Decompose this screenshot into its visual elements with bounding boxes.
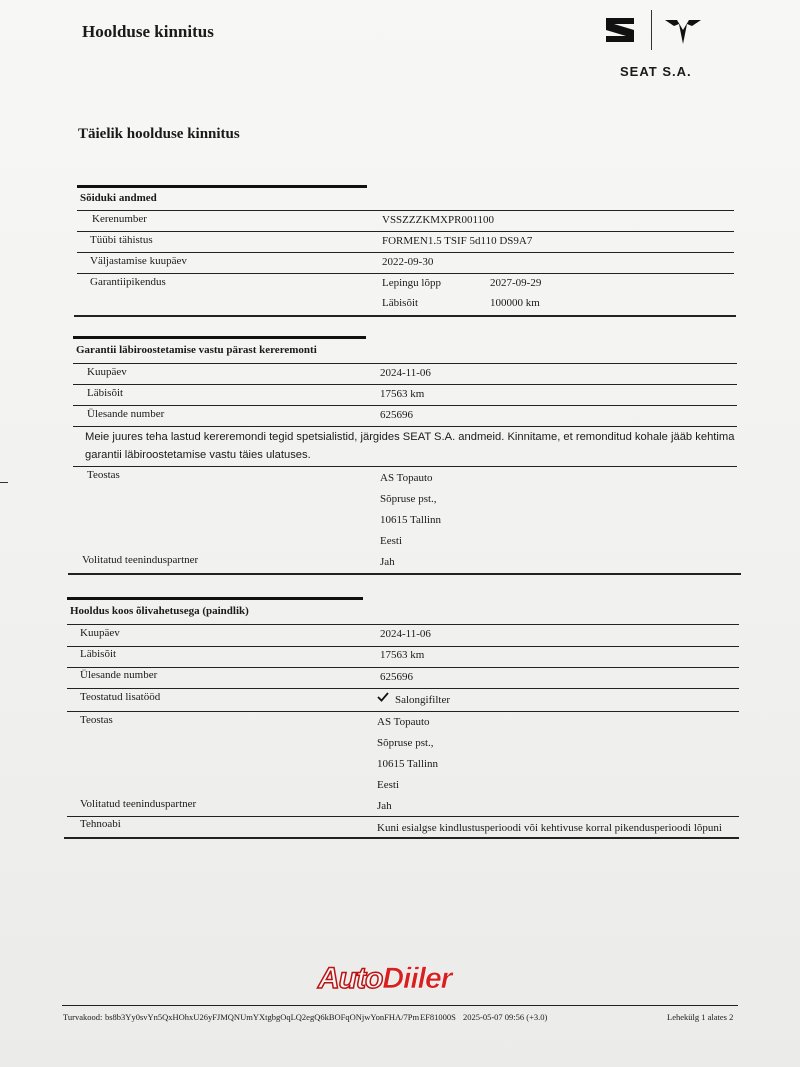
row-label: Ülesande number <box>80 669 158 681</box>
watermark-part: Auto <box>318 962 383 995</box>
mileage-limit-label: Läbisõit <box>382 297 419 309</box>
address-line: Eesti <box>380 535 402 547</box>
mileage-limit-value: 100000 km <box>490 297 540 309</box>
watermark-part: Diiler <box>382 962 452 995</box>
tech-support-value: Kuni esialgse kindlustusperioodi või kehtivuse korral pikendusperioodi lõpuni <box>377 822 722 834</box>
section-end-rule <box>68 573 741 575</box>
page-number: Lehekülg 1 alates 2 <box>667 1012 734 1022</box>
contract-end-label: Lepingu lõpp <box>382 277 441 289</box>
divider <box>73 384 737 385</box>
section-bar-repair <box>73 336 366 339</box>
divider <box>77 210 734 211</box>
row-label: Ülesande number <box>87 408 165 420</box>
security-code-label: Turvakood: <box>63 1012 103 1022</box>
extra-work-value: Salongifilter <box>395 694 450 706</box>
section-bar-service <box>67 597 363 600</box>
row-label: Kuupäev <box>87 366 127 378</box>
address-line: Eesti <box>377 779 399 791</box>
vin-value: VSSZZZKMXPR001100 <box>382 214 495 226</box>
section-end-rule <box>74 315 736 317</box>
row-label: Teostatud lisatööd <box>80 691 161 703</box>
brand-logo <box>604 10 704 80</box>
divider <box>77 252 734 253</box>
address-line: AS Topauto <box>377 716 430 728</box>
divider <box>67 646 739 647</box>
repair-task-value: 625696 <box>380 409 413 421</box>
autodiiler-watermark <box>318 962 451 996</box>
divider <box>73 405 737 406</box>
partner-label: Volitatud teeninduspartner <box>82 554 199 566</box>
service-task-value: 625696 <box>380 671 413 683</box>
address-line: AS Topauto <box>380 472 433 484</box>
divider <box>73 466 737 467</box>
repair-mileage-value: 17563 km <box>380 388 425 400</box>
divider <box>67 816 739 817</box>
document-id: EF81000S <box>420 1012 456 1022</box>
row-label: Läbisõit <box>87 387 124 399</box>
address-line: Sõpruse pst., <box>377 737 434 749</box>
address-line: 10615 Tallinn <box>380 514 442 526</box>
section-bar-vehicle <box>77 185 367 188</box>
section-end-rule <box>64 837 739 839</box>
checkmark-icon <box>377 692 389 702</box>
document-title: Hoolduse kinnitus <box>82 22 214 41</box>
section-heading-vehicle: Sõiduki andmed <box>80 192 157 204</box>
service-mileage-value: 17563 km <box>380 649 425 661</box>
divider <box>67 711 739 712</box>
partner-value: Jah <box>377 800 392 812</box>
edge-mark <box>0 482 8 483</box>
brand-name: SEAT S.A. <box>620 64 692 79</box>
performed-by-label: Teostas <box>87 469 120 481</box>
row-label: Kerenumber <box>92 213 147 225</box>
issue-date-value: 2022-09-30 <box>382 256 434 268</box>
footer-rule <box>62 1005 738 1006</box>
address-line: Sõpruse pst., <box>380 493 437 505</box>
row-label: Garantiipikendus <box>90 276 166 288</box>
logo-divider <box>651 10 652 50</box>
print-timestamp: 2025-05-07 09:56 (+3.0) <box>463 1012 548 1022</box>
section-heading-repair: Garantii läbiroostetamise vastu pärast kereremonti <box>76 344 317 356</box>
repair-note: Meie juures teha lastud kereremondi tegid spetsialistid, järgides SEAT S.A. andmeid. Kinnitame, et remonditud kohale jääb kehtima garantii läbiroostetamise vastu täies ulatuses. <box>85 431 735 461</box>
service-date-value: 2024-11-06 <box>380 628 431 640</box>
page-subtitle: Täielik hoolduse kinnitus <box>78 126 240 142</box>
contract-end-value: 2027-09-29 <box>490 277 542 289</box>
performed-by-label: Teostas <box>80 714 113 726</box>
repair-date-value: 2024-11-06 <box>380 367 431 379</box>
security-code: bs8b3Yy0svYn5QxHOhxU26yFJMQNUmYXtgbgOqLQ2egQ6kBOFqONjwYonFHA/7Pm <box>105 1012 420 1022</box>
address-line: 10615 Tallinn <box>377 758 439 770</box>
section-heading-service: Hooldus koos õlivahetusega (paindlik) <box>70 605 249 617</box>
cupra-logo-icon <box>664 16 702 46</box>
divider <box>77 231 734 232</box>
divider <box>77 273 734 274</box>
row-label: Tüübi tähistus <box>90 234 153 246</box>
seat-logo-icon <box>604 16 636 44</box>
divider <box>73 363 737 364</box>
partner-value: Jah <box>380 556 395 568</box>
tech-support-label: Tehnoabi <box>80 818 121 830</box>
divider <box>73 426 737 427</box>
divider <box>67 624 739 625</box>
row-label: Väljastamise kuupäev <box>90 255 187 267</box>
type-value: FORMEN1.5 TSIF 5d110 DS9A7 <box>382 235 533 247</box>
partner-label: Volitatud teeninduspartner <box>80 798 197 810</box>
divider <box>67 667 739 668</box>
row-label: Läbisõit <box>80 648 117 660</box>
divider <box>67 688 739 689</box>
row-label: Kuupäev <box>80 627 120 639</box>
